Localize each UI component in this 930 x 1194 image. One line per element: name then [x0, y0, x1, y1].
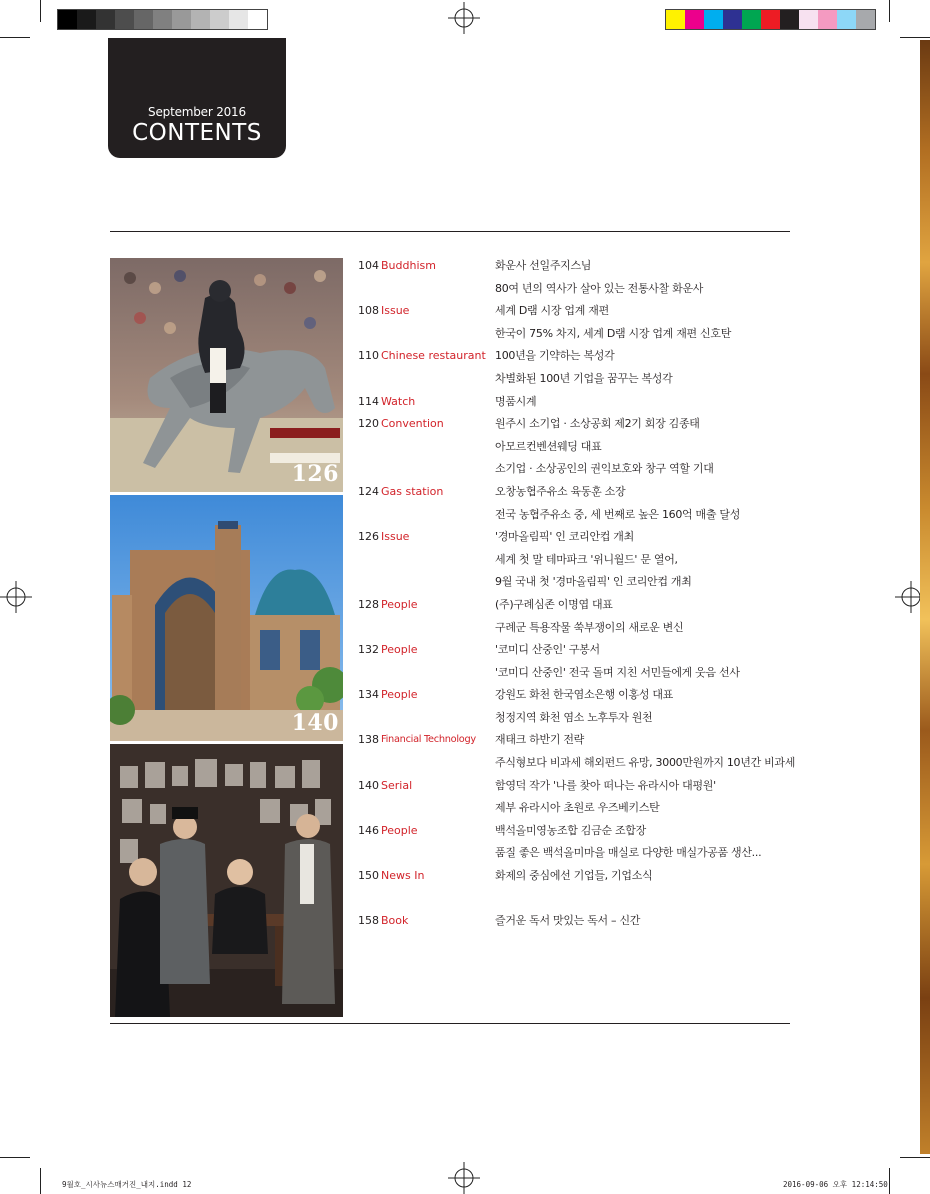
entry-section: News In: [381, 869, 425, 883]
crop-mark: [40, 1168, 41, 1194]
toc-entry-sub: [358, 371, 798, 394]
entry-line: 함영덕 작가 '나를 찾아 떠나는 유라시아 대평원': [495, 778, 716, 792]
toc-entry[interactable]: [358, 394, 798, 417]
entry-line: 명품시계: [495, 394, 537, 408]
contents-list: [358, 258, 798, 936]
entry-page: 150: [358, 869, 379, 883]
entry-section: Watch: [381, 394, 416, 408]
entry-line: '코미디 산중인' 전국 돌며 지친 서민들에게 웃음 선사: [495, 665, 740, 679]
toc-entry-sub: [358, 326, 798, 349]
group-portrait-image: [110, 744, 343, 1017]
photo-group-portrait: [110, 744, 343, 1017]
entry-line: 강원도 화천 한국염소은행 이홍성 대표: [495, 688, 674, 702]
crop-mark: [900, 37, 930, 38]
entry-line: 화운사 선일주지스님: [495, 259, 592, 272]
entry-line: 세계 D램 시장 업계 재편: [495, 304, 609, 318]
contents-badge: [108, 38, 286, 158]
entry-section: People: [381, 597, 418, 611]
entry-section: Issue: [381, 304, 410, 318]
entry-page: 126: [358, 530, 379, 544]
crop-mark: [900, 1157, 930, 1158]
toc-entry[interactable]: [358, 416, 798, 439]
entry-page: 120: [358, 417, 379, 431]
entry-section: Book: [381, 914, 409, 928]
page-number-label: 140: [291, 710, 339, 736]
entry-page: 134: [358, 688, 379, 702]
entry-line: 소기업 · 소상공인의 권익보호와 창구 역할 기대: [495, 462, 714, 476]
crop-mark: [889, 0, 890, 22]
toc-entry[interactable]: [358, 484, 798, 507]
toc-entry-sub: [358, 755, 798, 778]
toc-entry[interactable]: [358, 303, 798, 326]
entry-section: People: [381, 688, 418, 702]
entry-page: 140: [358, 778, 379, 792]
toc-entry[interactable]: [358, 913, 798, 936]
toc-entry[interactable]: [358, 597, 798, 620]
entry-page: 108: [358, 304, 379, 318]
entry-page: 158: [358, 914, 379, 928]
toc-entry-sub: [358, 507, 798, 530]
crop-mark: [0, 37, 30, 38]
entry-line: 화제의 중심에선 기업들, 기업소식: [495, 869, 653, 883]
registration-mark-icon: [448, 1162, 480, 1194]
entry-page: 138: [358, 733, 379, 747]
photo-equestrian: [110, 258, 343, 492]
page-number-label: 126: [291, 461, 339, 487]
entry-section: Serial: [381, 778, 413, 792]
toc-entry-sub: [358, 552, 798, 575]
entry-section: Chinese restaurant: [381, 349, 486, 363]
toc-entry-sub: [358, 574, 798, 597]
toc-entry-sub: [358, 461, 798, 484]
registan-mosque-image: [110, 495, 343, 741]
entry-line: 한국이 75% 차지, 세계 D램 시장 업계 재편 신호탄: [495, 326, 732, 340]
entry-line: 세계 첫 말 테마파크 '위니월드' 문 열어,: [495, 552, 678, 566]
entry-line: (주)구례심존 이명엽 대표: [495, 597, 613, 611]
entry-line: 차별화된 100년 기업을 꿈꾸는 복성각: [495, 371, 673, 385]
entry-line: 제부 유라시아 초원로 우즈베키스탄: [495, 801, 660, 815]
toc-entry[interactable]: [358, 732, 798, 755]
entry-line: 품질 좋은 백석올미마을 매실로 다양한 매실가공품 생산...: [495, 846, 762, 860]
entry-line: 80여 년의 역사가 살아 있는 전통사찰 화운사: [495, 281, 704, 295]
toc-entry-sub: [358, 800, 798, 823]
toc-entry[interactable]: [358, 868, 798, 891]
toc-entry[interactable]: [358, 529, 798, 552]
entry-page: 104: [358, 259, 379, 272]
entry-page: 110: [358, 349, 379, 363]
entry-line: 9월 국내 첫 '경마올림픽' 인 코리안컵 개최: [495, 575, 692, 589]
toc-entry[interactable]: [358, 687, 798, 710]
entry-page: 146: [358, 823, 379, 837]
crop-mark: [40, 0, 41, 22]
issue-date: September 2016: [148, 105, 246, 119]
toc-entry-sub: [358, 620, 798, 643]
entry-line: 아모르컨벤션웨딩 대표: [495, 439, 602, 453]
entry-section: People: [381, 643, 418, 657]
toc-entry-sub: [358, 710, 798, 733]
toc-entry-sub: [358, 439, 798, 462]
entry-section: Convention: [381, 417, 444, 431]
entry-line: 즐거운 독서 맛있는 독서 – 신간: [495, 914, 641, 928]
toc-entry[interactable]: [358, 778, 798, 801]
entry-page: 114: [358, 394, 379, 408]
photo-samarkand: [110, 495, 343, 741]
entry-section: Issue: [381, 530, 410, 544]
page-title: CONTENTS: [132, 120, 262, 146]
entry-line: 백석올미영농조합 김금순 조합장: [495, 823, 646, 837]
print-slug-left: 9월호_시사뉴스매거진_내지.indd 12: [62, 1180, 192, 1189]
registration-mark-icon: [0, 581, 32, 613]
toc-entry[interactable]: [358, 642, 798, 665]
entry-line: 청정지역 화천 염소 노후투자 원천: [495, 710, 653, 724]
toc-entry-sub: [358, 665, 798, 688]
toc-entry[interactable]: [358, 258, 798, 281]
bleed-image-strip: [920, 40, 930, 1154]
entry-line: 전국 농협주유소 중, 세 번째로 높은 160억 매출 달성: [495, 507, 741, 521]
registration-mark-icon: [448, 2, 480, 34]
entry-section: Buddhism: [381, 259, 436, 272]
entry-page: 132: [358, 643, 379, 657]
entry-line: 100년을 기약하는 복성각: [495, 349, 615, 363]
entry-section: Financial Technology: [381, 734, 476, 746]
entry-line: '경마올림픽' 인 코리안컵 개최: [495, 530, 634, 544]
entry-line: 재태크 하반기 전략: [495, 733, 585, 747]
entry-section: Gas station: [381, 484, 444, 498]
grayscale-bar: [57, 9, 268, 30]
entry-line: 오창농협주유소 육동훈 소장: [495, 484, 626, 498]
toc-entry[interactable]: [358, 348, 798, 371]
top-rule: [110, 231, 790, 232]
crop-mark: [0, 1157, 30, 1158]
toc-entry-sub: [358, 281, 798, 304]
color-bar: [665, 9, 876, 30]
entry-section: People: [381, 823, 418, 837]
toc-entry-sub: [358, 845, 798, 868]
entry-line: '코미디 산중인' 구봉서: [495, 643, 600, 657]
entry-page: 124: [358, 484, 379, 498]
entry-line: 주식형보다 비과세 해외펀드 유망, 3000만원까지 10년간 비과세: [495, 756, 796, 770]
crop-mark: [889, 1168, 890, 1194]
print-slug-right: 2016-09-06 오후 12:14:50: [783, 1180, 888, 1189]
bottom-rule: [110, 1023, 790, 1024]
entry-line: 구례군 특용작물 쑥부쟁이의 새로운 변신: [495, 620, 684, 634]
toc-entry[interactable]: [358, 823, 798, 846]
toc-entry-sub: [358, 891, 798, 914]
entry-line: 원주시 소기업 · 소상공회 제2기 회장 김종태: [495, 417, 700, 431]
entry-page: 128: [358, 597, 379, 611]
horse-jumping-image: [110, 258, 343, 492]
